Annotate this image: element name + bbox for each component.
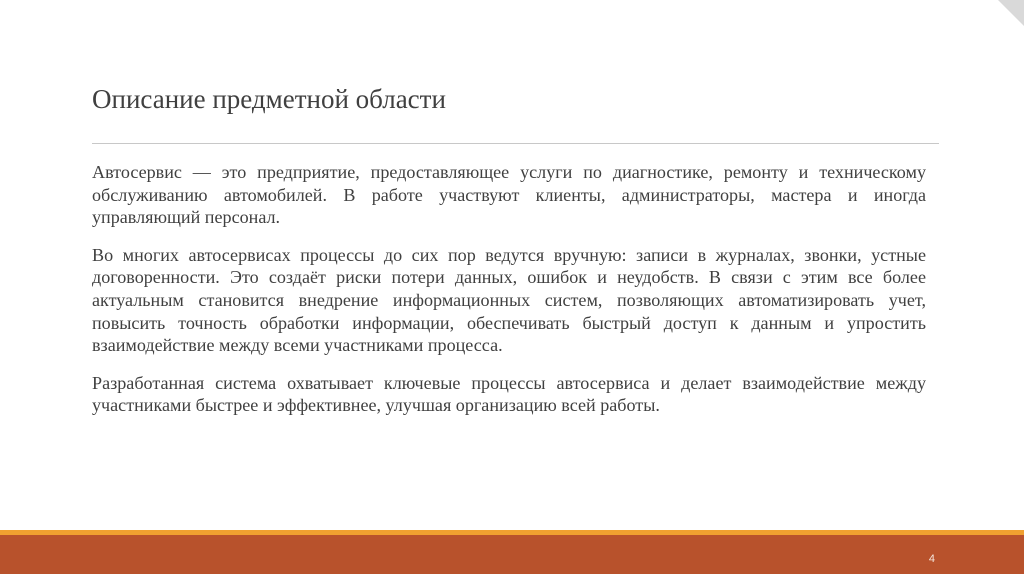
paragraph-1: Автосервис — это предприятие, предоставляющее услуги по диагностике, ремонту и техническому обслуживанию автомобилей. В работе участвуют клиенты, администраторы, мастера и иногда управляющий персонал. — [92, 162, 926, 228]
paragraph-2: Во многих автосервисах процессы до сих пор ведутся вручную: записи в журналах, звонки, устные договоренности. Это создаёт риски потери данных, ошибок и неудобств. В связи с этим все более актуальным становится внедрение информационных систем, позволяющих автоматизировать учет, повысить точность обработки информации, обеспечивать быстрый доступ к данным и упростить взаимодействие между всеми участниками процесса. — [92, 244, 926, 356]
slide-title: Описание предметной области — [92, 84, 446, 114]
footer-bar — [0, 535, 1024, 574]
paragraph-3: Разработанная система охватывает ключевые процессы автосервиса и делает взаимодействие между участниками быстрее и эффективнее, улучшая организацию всей работы. — [92, 372, 926, 416]
corner-decoration — [998, 0, 1024, 26]
slide-body — [92, 161, 926, 432]
page-number: 4 — [928, 553, 935, 565]
title-divider — [92, 143, 939, 144]
